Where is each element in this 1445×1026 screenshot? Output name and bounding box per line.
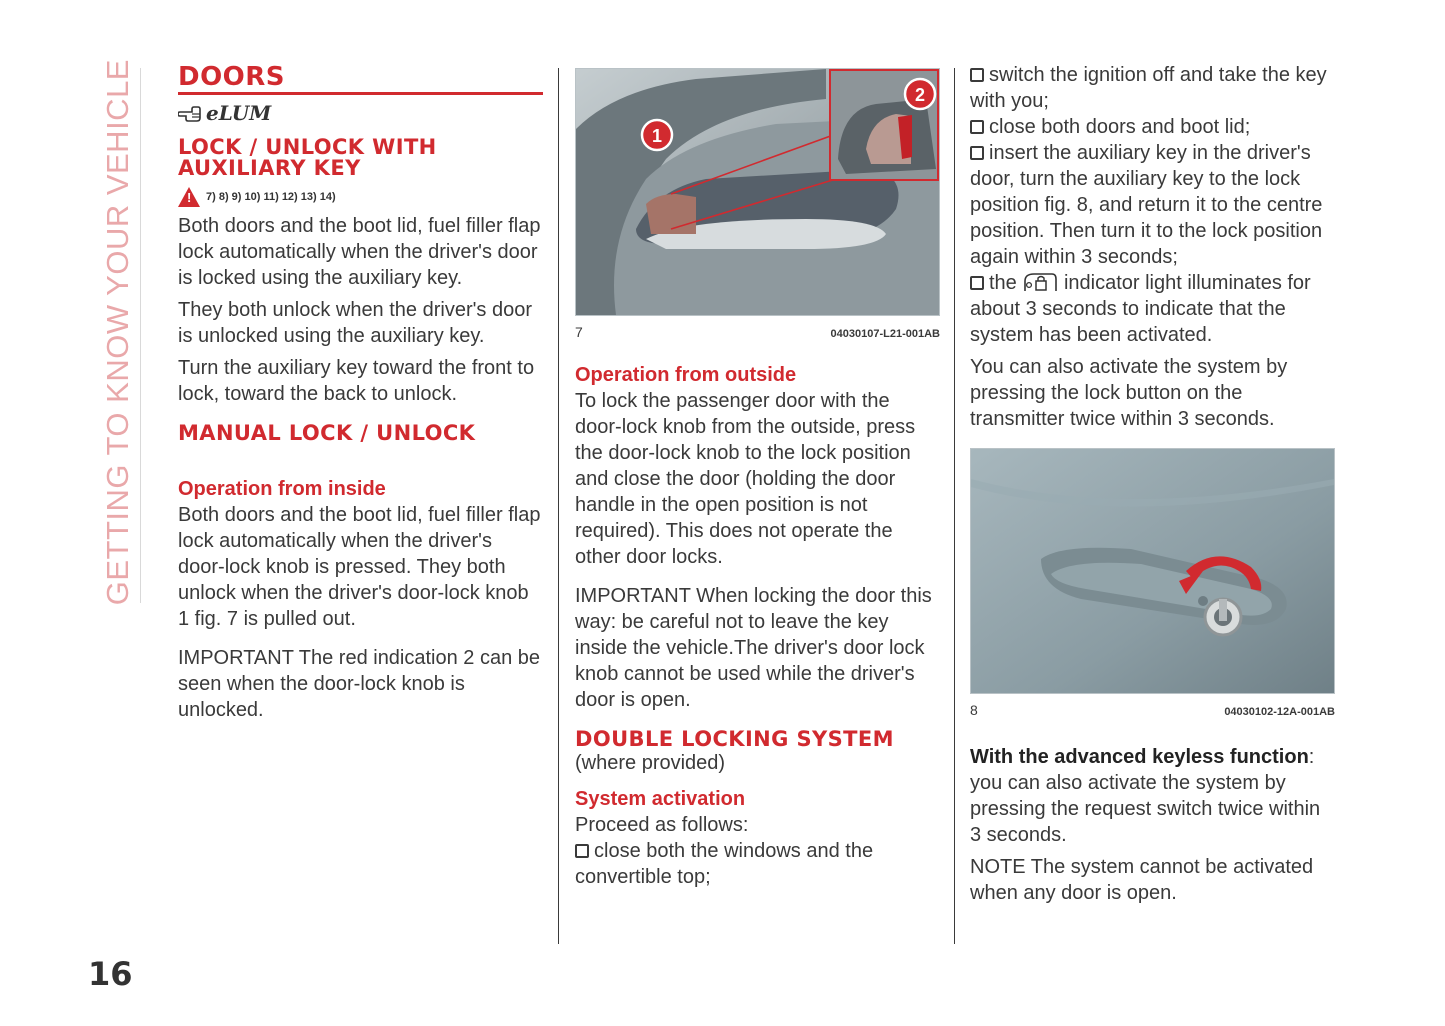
door-handle-illustration (971, 449, 1334, 693)
callout-2-label: 2 (914, 85, 926, 105)
paragraph-where-provided: (where provided) (575, 752, 726, 774)
keyless-bold: With the advanced keyless function (970, 746, 1309, 768)
page-number: 16 (88, 955, 133, 993)
checkbox-bullet-icon (970, 68, 984, 82)
paragraph: Both doors and the boot lid, fuel filler flap lock automatically when the driver's door is locked using the auxiliary key. (178, 215, 541, 289)
column-3 (970, 62, 1335, 906)
door-interior-illustration (576, 69, 939, 315)
list-item (970, 62, 1335, 114)
bullet-list (575, 838, 940, 890)
figure-7-caption (575, 324, 940, 340)
paragraph: IMPORTANT When locking the door this way: be careful not to leave the key inside the vehicle.The driver's door lock knob cannot be used while the driver's door is open. (575, 585, 932, 711)
paragraph: IMPORTANT The red indication 2 can be seen when the door-lock knob is unlocked. (178, 647, 541, 721)
list-item-text: the (989, 272, 1017, 294)
warning-icon (178, 187, 200, 207)
figure-code: 04030102-12A-001AB (1224, 706, 1335, 718)
list-item-text: insert the auxiliary key in the driver's door, turn the auxiliary key to the lock position fig. 8, and return it to the centre position. Then turn it to the lock position again within 3 seconds; (970, 142, 1323, 268)
heading-manual-lock: MANUAL LOCK / UNLOCK (178, 421, 476, 445)
column-divider-1 (558, 68, 559, 944)
list-item (575, 838, 940, 890)
warning-refs-text: 7) 8) 9) 10) 11) 12) 13) 14) (206, 191, 336, 203)
paragraph: You can also activate the system by pressing the lock button on the transmitter twice within 3 seconds. (970, 356, 1288, 430)
list-item-text: close both the windows and the convertible top; (575, 840, 874, 888)
elum-label: eLUM (206, 101, 272, 125)
heading-operation-outside: Operation from outside (575, 364, 797, 386)
pointing-hand-icon (178, 102, 204, 124)
figure-code: 04030107-L21-001AB (830, 328, 940, 340)
chapter-title (88, 58, 148, 605)
paragraph-keyless (970, 744, 1335, 848)
figure-8-door-handle (970, 448, 1335, 694)
callout-1-label: 1 (651, 126, 663, 146)
paragraph: They both unlock when the driver's door is unlocked using the auxiliary key. (178, 299, 533, 347)
list-item-text: indicator light illuminates for about 3 seconds to indicate that the system has been activated. (970, 272, 1311, 346)
column-1 (178, 62, 543, 723)
checkbox-bullet-icon (970, 276, 984, 290)
heading-lock-unlock-aux: LOCK / UNLOCK WITH AUXILIARY KEY (178, 135, 437, 180)
paragraph: Proceed as follows: (575, 814, 749, 836)
list-item (970, 270, 1335, 348)
figure-8-caption (970, 702, 1335, 718)
security-indicator-icon (1022, 271, 1058, 293)
elum-indicator (178, 99, 543, 127)
warning-references (178, 187, 543, 207)
figure-number: 7 (575, 324, 583, 340)
list-item (970, 114, 1335, 140)
figure-7-door-interior (575, 68, 940, 316)
checkbox-bullet-icon (970, 120, 984, 134)
heading-double-locking: DOUBLE LOCKING SYSTEM (575, 727, 894, 751)
paragraph-note: NOTE The system cannot be activated when any door is open. (970, 856, 1314, 904)
heading-operation-inside: Operation from inside (178, 478, 386, 500)
column-2 (575, 68, 940, 890)
sidebar-divider (140, 68, 141, 603)
checkbox-bullet-icon (575, 844, 589, 858)
list-item-text: close both doors and boot lid; (989, 116, 1251, 138)
heading-system-activation: System activation (575, 788, 746, 810)
list-item (970, 140, 1335, 270)
chapter-title-text: GETTING TO KNOW YOUR VEHICLE (100, 58, 135, 605)
bullet-list (970, 62, 1335, 348)
paragraph: Turn the auxiliary key toward the front to lock, toward the back to unlock. (178, 357, 535, 405)
paragraph: To lock the passenger door with the door-lock knob from the outside, press the door-lock knob to the lock position and close the door (holding the door handle in the open position is not required). This does not operate the other door locks. (575, 390, 916, 568)
list-item-text: switch the ignition off and take the key with you; (970, 64, 1327, 112)
paragraph: Both doors and the boot lid, fuel filler flap lock automatically when the driver's door-lock knob is pressed. They both unlock when the driver's door-lock knob 1 fig. 7 is pulled out. (178, 504, 541, 630)
section-title-doors: DOORS (178, 62, 543, 95)
checkbox-bullet-icon (970, 146, 984, 160)
column-divider-2 (954, 68, 955, 944)
figure-number: 8 (970, 702, 978, 718)
keyless-rest: : you can also activate the system by pressing the request switch twice within 3 seconds. (970, 746, 1321, 846)
